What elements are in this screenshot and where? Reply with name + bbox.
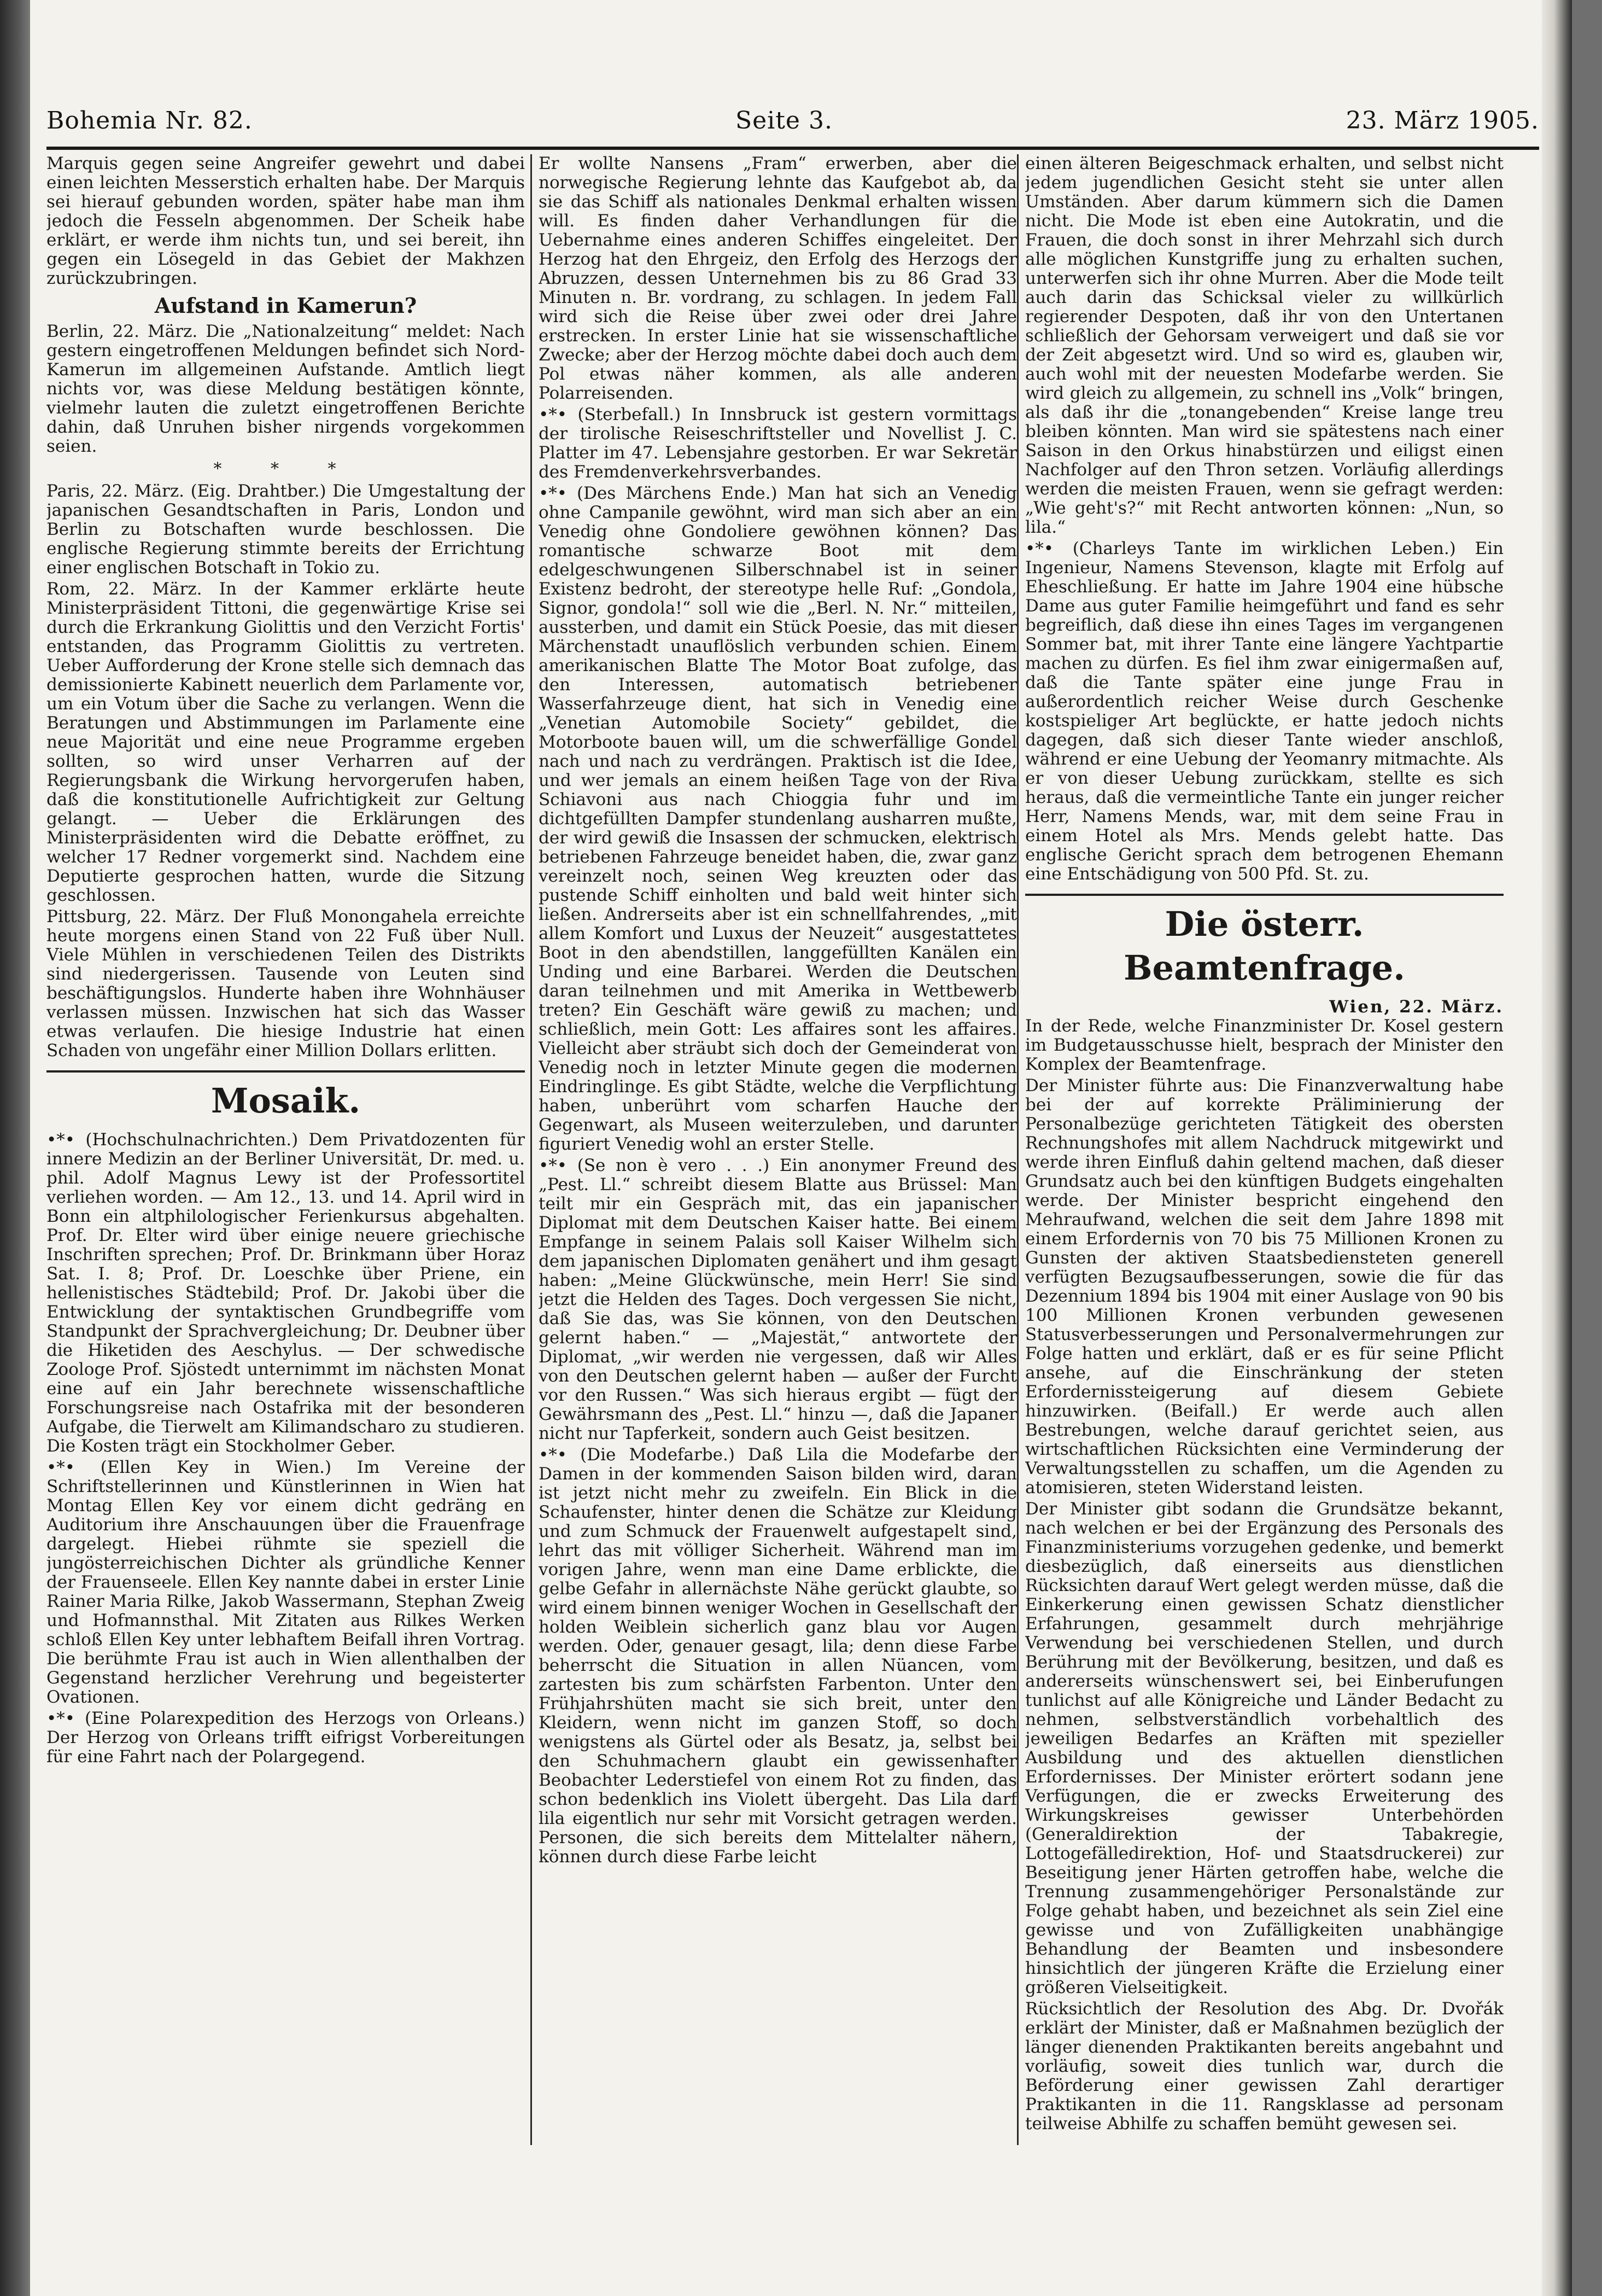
header-rule: [46, 147, 1539, 150]
masthead-issue: Bohemia Nr. 82.: [46, 107, 253, 135]
article-text: •*• (Hochschulnachrichten.) Dem Privatdozenten für innere Medizin an der Berliner Universität, Dr. med. u. phil. Adolf Magnus Lewy ist der Professortitel verliehen worden. — Am 12., 13. und 14. April wird in Bonn ein altphilologischer Ferienkursus abgehalten. Prof. Dr. Elter wird über einige neuere griechische Inschriften sprechen; Prof. Dr. Brinkmann über Horaz Sat. I. 8; Prof. Dr. Loeschke über Priene, ein hellenistisches Städtebild; Prof. Dr. Jakobi über die Entwicklung der syntaktischen Grundbegriffe vom Standpunkt der Sprachvergleichung; Dr. Deubner über die Hiketiden des Aeschylus. — Der schwedische Zoologe Prof. Sjöstedt unternimmt im nächsten Monat eine auf ein Jahr berechnete wissenschaftliche Forschungsreise nach Ostafrika mit der besonderen Aufgabe, die Tierwelt am Kilimandscharo zu studieren. Die Kosten trägt ein Stockholmer Geber.: [46, 1130, 525, 1456]
article-text: Rücksichtlich der Resolution des Abg. Dr. Dvořák erklärt der Minister, daß er Maßnahmen bezüglich der länger dienenden Praktikanten bereits angebahnt und vorläufig, soweit dies tunlich war, durch die Beförderung einer gewissen Zahl derartiger Praktikanten in die 11. Rangsklasse ad personam teilweise Abhilfe zu schaffen bemüht gewesen sei.: [1025, 1999, 1504, 2134]
article-text: Marquis gegen seine Angreifer gewehrt und dabei einen leichten Messerstich erhalten habe. Der Marquis sei hierauf gebunden worden, später habe man ihm jedoch die Fesseln abgenommen. Der Scheik habe erklärt, er werde ihm nichts tun, und sei bereit, ihn gegen ein Lösegeld in das Gebiet der Makhzen zurückzubringen.: [46, 154, 525, 288]
column-rule: [530, 154, 532, 2145]
column-rule: [1017, 154, 1019, 2145]
article-text: einen älteren Beigeschmack erhalten, und selbst nicht jedem jugendlichen Gesicht steht sie unter allen Umständen. Aber darum kümmern sich die Damen nicht. Die Mode ist eben eine Autokratin, und die Frauen, die doch sonst in ihrer Mehrzahl sich durch alle möglichen Kunstgriffe jung zu erhalten suchen, unterwerfen sich ihr ohne Murren. Aber die Mode teilt auch darin das Schicksal vieler zu willkürlich regierender Despoten, daß ihr von den Untertanen schließlich der Gehorsam verweigert und daß sie vor der Zeit abgesetzt wird. Und so wird es, glauben wir, auch wohl mit der neuesten Modefarbe werden. Sie wird gleich zu allgemein, zu schnell ins „Volk“ bringen, als daß ihr die „tonangebenden“ Kreise lange treu bleiben könnten. Man wird sie spätestens nach einer Saison in den Orkus hinabstürzen und eiligst einen Nachfolger auf den Thron setzen. Vorläufig allerdings werden die meisten Frauen, wenn sie gefragt werden: „Wie geht's?“ mit Recht antworten können: „Nun, so lila.“: [1025, 154, 1504, 537]
article-text: Der Minister führte aus: Die Finanzverwaltung habe bei der auf korrekte Präliminierung der Personalbezüge gerichteten Tätigkeit des obersten Rechnungshofes mit allem Nachdruck mitgewirkt und werde ihren Einfluß dahin geltend machen, daß dieser Grundsatz auch bei den künftigen Budgets eingehalten werde. Der Minister bespricht eingehend den Mehraufwand, welchen die seit dem Jahre 1898 mit einem Erfordernis von 70 bis 75 Millionen Kronen zu Gunsten der aktiven Staatsbediensteten generell verfügten Bezugsaufbesserungen, sowie die für das Dezennium 1894 bis 1904 mit einer Auslage von 90 bis 100 Millionen Kronen verbunden gewesenen Statusverbesserungen und Personalvermehrungen zur Folge hatten und erklärt, daß er es für seine Pflicht ansehe, auf die Einschränkung der steten Erfordernissteigerung auf diesem Gebiete hinzuwirken. (Beifall.) Er werde auch allen Bestrebungen, welche darauf gerichtet seien, aus wirtschaftlichen Rücksichten eine Verminderung der Verwaltungsstellen zu schaffen, um die Agenden zu atomisieren, steten Widerstand leisten.: [1025, 1076, 1504, 1497]
article-text: Pittsburg, 22. März. Der Fluß Monongahela erreichte heute morgens einen Stand von 22 Fuß über Null. Viele Mühlen in verschiedenen Teilen des Distrikts sind niedergerissen. Tausende von Leuten sind beschäftigungslos. Hunderte haben ihre Wohnhäuser verlassen müssen. Inzwischen hat sich das Wasser etwas verlaufen. Die hiesige Industrie hat einen Schaden von ungefähr einer Million Dollars erlitten.: [46, 907, 525, 1060]
page-number: Seite 3.: [735, 107, 833, 135]
column-1: [46, 154, 525, 2145]
article-text: •*• (Sterbefall.) In Innsbruck ist gestern vormittags der tirolische Reiseschriftsteller und Novellist J. C. Platter im 47. Lebensjahre gestorben. Er war Sekretär des Fremdenverkehrsverbandes.: [539, 405, 1017, 482]
article-text: •*• (Se non è vero . . .) Ein anonymer Freund des „Pest. Ll.“ schreibt diesem Blatte aus Brüssel: Man teilt mir ein Gespräch mit, das ein japanischer Diplomat mit dem Deutschen Kaiser hatte. Bei einem Empfange in seinem Palais soll Kaiser Wilhelm sich dem japanischen Diplomaten genähert und ihm gesagt haben: „Meine Glückwünsche, mein Herr! Sie sind jetzt die Helden des Tages. Doch vergessen Sie nicht, daß Sie das, was Sie können, von den Deutschen gelernt haben.“ — „Majestät,“ antwortete der Diplomat, „wir werden nie vergessen, daß wir Alles von den Deutschen gelernt haben — außer der Furcht vor den Russen.“ Was sich hieraus ergibt — fügt der Gewährsmann des „Pest. Ll.“ hinzu —, daß die Japaner nicht nur Tapferkeit, sondern auch Geist besitzen.: [539, 1156, 1017, 1443]
page-header: [46, 107, 1539, 145]
article-text: Er wollte Nansens „Fram“ erwerben, aber die norwegische Regierung lehnte das Kaufgebot ab, da sie das Schiff als nationales Denkmal erhalten wissen will. Es finden daher Verhandlungen für die Uebernahme eines anderen Schiffes eingeleitet. Der Herzog hat den Ehrgeiz, den Erfolg des Herzogs der Abruzzen, dessen Unternehmen bis zu 86 Grad 33 Minuten n. Br. vordrang, zu schlagen. In jedem Fall wird sich die Reise über zwei oder drei Jahre erstrecken. In erster Linie hat sie wissenschaftliche Zwecke; aber der Herzog möchte dabei doch auch dem Pol etwas näher kommen, als alle anderen Polarreisenden.: [539, 154, 1017, 403]
article-text: •*• (Ellen Key in Wien.) Im Vereine der Schriftstellerinnen und Künstlerinnen in Wien hat Montag Ellen Key vor einem dicht gedräng en Auditorium ihre Anschauungen über die Frauenfrage dargelegt. Hiebei rühmte sie speziell die jungösterreichischen Dichter als gründliche Kenner der Frauenseele. Ellen Key nannte dabei in erster Linie Rainer Maria Rilke, Jakob Wassermann, Stephan Zweig und Hofmannsthal. Mit Zitaten aus Rilkes Werken schloß Ellen Key unter lebhaftem Beifall ihren Vortrag. Die berühmte Frau ist auch in Wien allenthalben der Gegenstand herzlicher Verehrung und begeisterter Ovationen.: [46, 1458, 525, 1707]
article-text: In der Rede, welche Finanzminister Dr. Kosel gestern im Budgetausschusse hielt, besprach der Minister den Komplex der Beamtenfrage.: [1025, 1016, 1504, 1074]
newspaper-page: [30, 0, 1572, 2296]
column-2: [539, 154, 1017, 2145]
article-headline: Aufstand in Kamerun?: [154, 293, 417, 318]
scan-edge: [0, 0, 30, 2296]
article-text: •*• (Die Modefarbe.) Daß Lila die Modefarbe der Damen in der kommenden Saison bilden wird, daran ist jetzt nicht mehr zu zweifeln. Ein Blick in die Schaufenster, hinter denen die Schätze zur Kleidung und zum Schmuck der Frauenwelt aufgestapelt sind, lehrt das mit völliger Sicherheit. Während man im vorigen Jahre, wenn man eine Dame erblickte, die gelbe Gefahr in allernächste Nähe gerückt glaubte, so wird einem binnen weniger Wochen in Gesellschaft der holden Weiblein sicherlich ganz blau vor Augen werden. Oder, genauer gesagt, lila; denn diese Farbe beherrscht die Situation in allen Nüancen, vom zartesten bis zum schärfsten Farbenton. Unter den Frühjahrshüten macht sie sich breit, unter den Kleidern, wenn nicht im ganzen Stoff, so doch wenigstens als Gürtel oder als Besatz, ja, selbst bei den Schuhmachern glaubt ein gewissenhafter Beobachter Lederstiefel von einem Rot zu finden, das schon bedenklich ins Violett übergeht. Das Lila darf lila eigentlich nur sehr mit Vorsicht getragen werden. Personen, die sich bereits dem Mittelalter nähern, können durch diese Farbe leicht: [539, 1445, 1017, 1867]
issue-date: 23. März 1905.: [1346, 107, 1539, 135]
column-3: [1025, 154, 1504, 2145]
article-text: •*• (Eine Polarexpedition des Herzogs von Orleans.) Der Herzog von Orleans trifft eifrigst Vorbereitungen für eine Fahrt nach der Polargegend.: [46, 1709, 525, 1767]
article-text: Der Minister gibt sodann die Grundsätze bekannt, nach welchen er bei der Ergänzung des Personals des Finanzministeriums vorzugehen gedenke, und bemerkt diesbezüglich, daß einerseits aus dienstlichen Rücksichten darauf Wert gelegt werden müsse, daß die Einkerkerung einen gewissen Schatz dienstlicher Erfahrungen, gesammelt durch mehrjährige Verwendung bei verschiedenen Stellen, und durch Berührung mit der Bevölkerung, besitzen, und daß es andererseits wünschenswert sei, bei Einberufungen tunlichst auf alle Königreiche und Länder Bedacht zu nehmen, selbstverständlich vorbehaltlich des jeweiligen Bedarfes an Kräften mit spezieller Ausbildung und des aktuellen dienstlichen Erfordernisses. Der Minister erörtert sodann jene Verfügungen, die er zwecks Erweiterung des Wirkungskreises gewisser Unterbehörden (Generaldirektion der Tabakregie, Lottogefälledirektion, Hof- und Staatsdruckerei) zur Beseitigung jener Härten getroffen habe, welche die Trennung zusammengehöriger Personalstände zur Folge gehabt haben, und bezeichnet als sein Ziel eine gewisse und von Zufälligkeiten unabhängige Behandlung der Beamten und insbesondere hinsichtlich der jüngeren Kräfte die Erzielung einer größeren Vielseitigkeit.: [1025, 1499, 1504, 1997]
article-text: Paris, 22. März. (Eig. Drahtber.) Die Umgestaltung der japanischen Gesandtschaften in Paris, London und Berlin zu Botschaften wurde beschlossen. Die englische Regierung stimmte bereits der Errichtung einer englischen Botschaft in Tokio zu.: [46, 481, 525, 578]
article-text: Berlin, 22. März. Die „Nationalzeitung“ meldet: Nach gestern eingetroffenen Meldungen befindet sich Nord-Kamerun im allgemeinen Aufstande. Amtlich liegt nichts vor, was diese Meldung bestätigen könnte, vielmehr lauten die zuletzt eingetroffenen Berichte dahin, daß Unruhen bisher nirgends vorgekommen seien.: [46, 322, 525, 456]
section-divider: * * *: [213, 459, 358, 479]
section-headline: Mosaik.: [46, 1070, 525, 1123]
article-text: •*• (Des Märchens Ende.) Man hat sich an Venedig ohne Campanile gewöhnt, wird man sich aber an ein Venedig ohne Gondoliere gewöhnen können? Das romantische schwarze Boot mit dem edelgeschwungenen Silberschnabel ist in seiner Existenz bedroht, der stereotype helle Ruf: „Gondola, Signor, gondola!“ soll wie die „Berl. N. Nr.“ mitteilen, aussterben, und damit ein Stück Poesie, das mit dieser Märchenstadt unauflöslich verbunden schien. Einem amerikanischen Blatte The Motor Boat zufolge, das den Interessen, automatisch betriebener Wasserfahrzeuge dient, hat sich in Venedig eine „Venetian Automobile Society“ gebildet, die Motorboote bauen will, um die schwerfällige Gondel nach und nach zu verdrängen. Praktisch ist die Idee, und wer jemals an einem heißen Tage von der Riva Schiavoni aus nach Chioggia fuhr und im dichtgefüllten Dampfer stundenlang ausharren mußte, der wird gewiß die Insassen der schmucken, elektrisch betriebenen Fahrzeuge beneidet haben, die, zwar ganz vereinzelt noch, seinen Weg kreuzten oder das pustende Schiff einholten und bald weit hinter sich ließen. Andrerseits aber ist ein schnellfahrendes, „mit allem Komfort und Luxus der Neuzeit“ ausgestattetes Boot in den abendstillen, langgefüllten Kanälen ein Unding und eine Barbarei. Werden die Deutschen daran teilnehmen und mit Amerika in Wettbewerb treten? Ein Geschäft wäre gewiß zu machen; und schließlich, mein Gott: Les affaires sont les affaires. Vielleicht aber sträubt sich doch der Gemeinderat von Venedig noch in letzter Minute gegen die modernen Eindringlinge. Es gibt Städte, welche die Verpflichtung haben, unberührt vom scharfen Hauche der Gegenwart, als Museen weiterzuleben, und darunter figuriert Venedig wohl an erster Stelle.: [539, 483, 1017, 1154]
dateline: Wien, 22. März.: [1329, 997, 1504, 1017]
page-gutter-shadow: [1542, 0, 1572, 2296]
article-text: •*• (Charleys Tante im wirklichen Leben.) Ein Ingenieur, Namens Stevenson, klagte mit Erfolg auf Eheschließung. Er hatte im Jahre 1904 eine hübsche Dame aus guter Familie heimgeführt und fand es sehr begreiflich, daß diese ihn eines Tages im vergangenen Sommer bat, mit ihrer Tante eine längere Yachtpartie machen zu dürfen. Es fiel ihm zwar einigermaßen auf, daß die Tante später eine junge Frau in außerordentlich reicher Weise durch Geschenke kostspieliger Art beglückte, er hatte jedoch nichts dagegen, daß sich dieser Tante wieder anschloß, während er eine Uebung der Yeomanry mitmachte. Als er von dieser Uebung zurückkam, stellte es sich heraus, daß die vermeintliche Tante ein junger reicher Herr, Namens Mends, war, mit dem seine Frau in einem Hotel als Mrs. Mends gelebt hatte. Das englische Gericht sprach dem betrogenen Ehemann eine Entschädigung von 500 Pfd. St. zu.: [1025, 539, 1504, 884]
section-headline: Die österr. Beamtenfrage.: [1025, 894, 1504, 990]
article-text: Rom, 22. März. In der Kammer erklärte heute Ministerpräsident Tittoni, die gegenwärtige Krise sei durch die Erkrankung Giolittis und den Verzicht Fortis' entstanden, das Programm Giolittis zu vertreten. Ueber Aufforderung der Krone stelle sich demnach das demissionierte Kabinett neuerlich dem Parlamente vor, um ein Votum über die Sache zu verlangen. Wenn die Beratungen und Abstimmungen im Parlamente eine neue Majorität und eine neue Programme ergeben sollten, so wird unser Verharren auf der Regierungsbank die Wirkung hervorgerufen haben, daß die konstitutionelle Aufrichtigkeit zur Geltung gelangt. — Ueber die Erklärungen des Ministerpräsidenten wird die Debatte eröffnet, zu welcher 17 Redner vorgemerkt sind. Nachdem eine Deputierte gesprochen hatten, wurde die Sitzung geschlossen.: [46, 579, 525, 905]
